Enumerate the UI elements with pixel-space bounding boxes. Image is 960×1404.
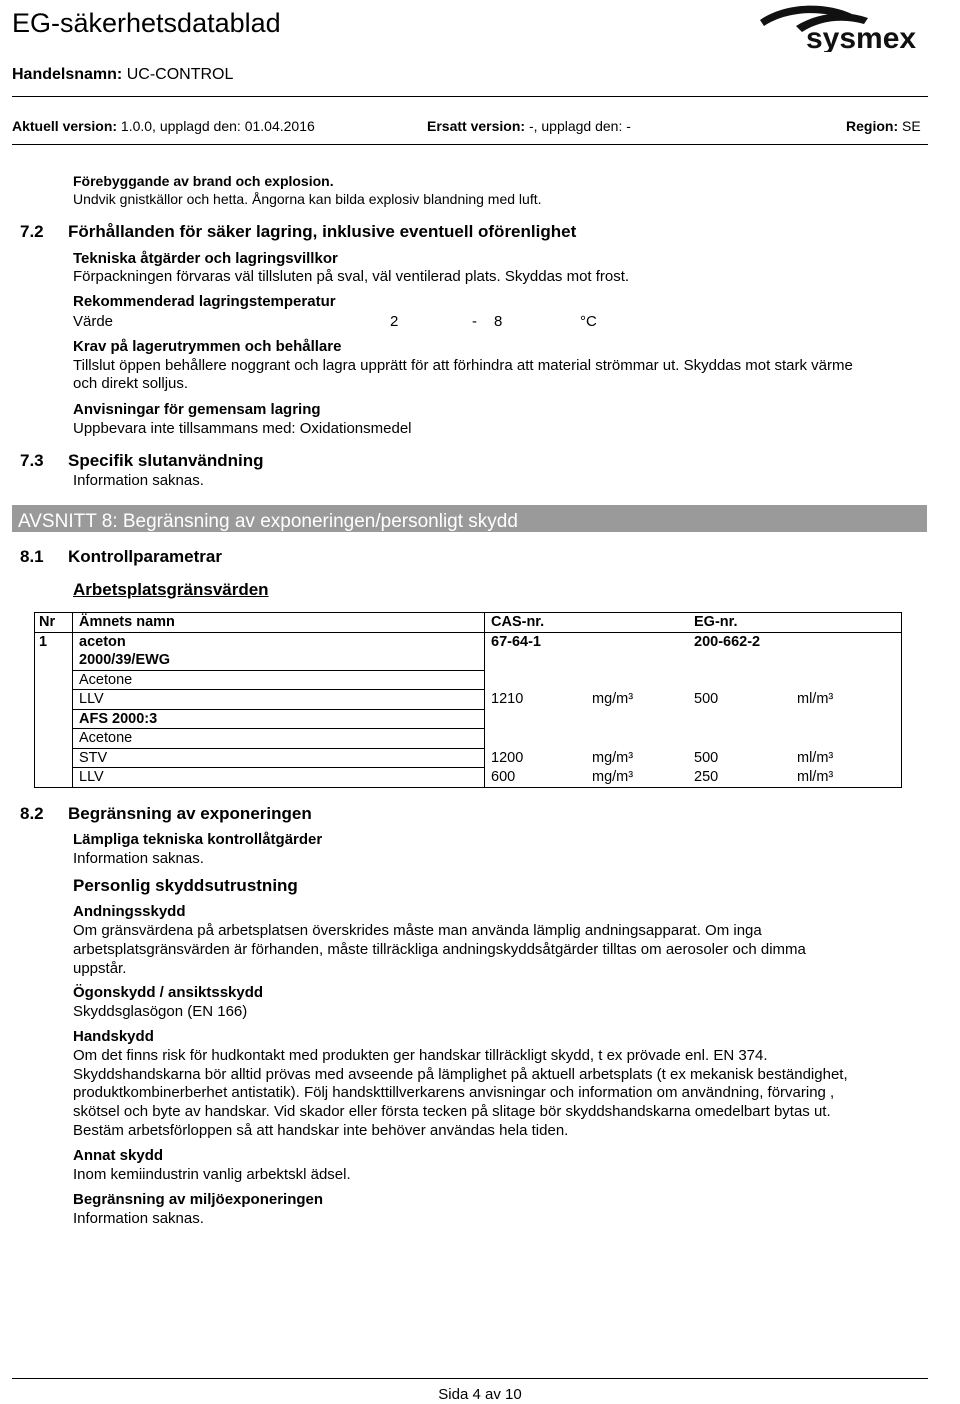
section-8-banner: AVSNITT 8: Begränsning av exponeringen/personligt skydd [12,505,927,532]
table-header-eg: EG-nr. [688,613,902,633]
exposure-limits-table [34,612,902,788]
table-row: Acetone [35,729,902,749]
joint-storage-heading: Anvisningar för gemensam lagring [73,401,321,418]
storage-temp-max: 8 [494,313,503,330]
controls-text: Information saknas. [73,850,204,867]
hand-protection-text-1: Om det finns risk för hudkontakt med produkten ger handskar tillräckligt skydd, t ex prövade enl. EN 374. [73,1047,768,1064]
eye-protection-text: Skyddsglasögon (EN 166) [73,1003,248,1020]
environment-heading: Begränsning av miljöexponeringen [73,1191,324,1208]
section-8-1-number: 8.1 [20,547,44,566]
table-row: 1 aceton 67-64-1 200-662-2 [35,632,902,651]
table-row [35,651,902,670]
directive-name: AFS 2000:3 [73,709,485,729]
header-rule-top [12,96,928,97]
table-header-nr: Nr [35,613,73,633]
storage-temp-label: Värde [73,313,114,330]
ppe-heading: Personlig skyddsutrustning [73,876,298,895]
respiratory-heading: Andningsskydd [73,903,186,920]
table-header-name: Ämnets namn [73,613,485,633]
section-7-3-title: Specifik slutanvändning [68,451,264,470]
footer-rule [12,1378,928,1379]
table-row [35,709,902,729]
substance-cas: 67-64-1 [491,633,541,650]
joint-storage-text: Uppbevara inte tillsammans med: Oxidationsmedel [73,420,412,437]
brand-wordmark: sysmex [806,22,917,52]
section-8-1-title: Kontrollparametrar [68,547,222,566]
table-row: Acetone [35,670,902,690]
section-8-2-number: 8.2 [20,804,44,823]
fire-prevention-heading: Förebyggande av brand och explosion. [73,173,334,189]
respiratory-text-3: uppstår. [73,960,127,977]
page-number: Sida 4 av 10 [438,1386,522,1403]
workplace-limits-heading: Arbetsplatsgränsvärden [73,580,269,599]
controls-heading: Lämpliga tekniska kontrollåtgärder [73,831,323,848]
tech-measures-text: Förpackningen förvaras väl tillsluten på sval, väl ventilerad plats. Skyddas mot frost. [73,268,630,285]
table-header-row [35,613,902,633]
section-7-3-text: Information saknas. [73,472,204,489]
eye-protection-heading: Ögonskydd / ansiktsskydd [73,984,264,1001]
current-version: Aktuell version: 1.0.0, upplagd den: 01.04.2016 [12,118,315,134]
hand-protection-text-5: Bestäm arbetsförloppen så att handskar inte behöver användas hela tiden. [73,1122,569,1139]
section-7-2-number: 7.2 [20,222,44,241]
storage-temp-unit: °C [580,313,597,330]
section-7-3-number: 7.3 [20,451,44,470]
respiratory-text-2: arbetsplatsgränsvärden är förhanden, måste tillräckliga andningskyddsåtgärder tilltas om aerosoler och dimma [73,941,806,958]
hand-protection-text-2: Skyddshandskarna bör alltid prövas med avseende på lämplighet på aktuell arbetsplats (t ex mekanisk beständighet, [73,1066,848,1083]
other-protection-heading: Annat skydd [73,1147,164,1164]
directive-name: 2000/39/EWG [73,651,485,670]
substance-eg: 200-662-2 [694,633,761,650]
table-header-cas: CAS-nr. [485,613,689,633]
container-requirements-text-1: Tillslut öppen behållere noggrant och lagra upprätt för att förhindra att material strömmar ut. Skyddas mot stark värme [73,357,853,374]
replaced-version: Ersatt version: -, upplagd den: - [427,118,631,134]
header-rule-bottom [12,144,928,145]
environment-text: Information saknas. [73,1210,204,1227]
table-row: STV 1200 mg/m³ 500 ml/m³ [35,748,902,768]
other-protection-text: Inom kemiindustrin vanlig arbektskl ädsel. [73,1166,351,1183]
hand-protection-text-3: produktkombinerberhet antistatik). Följ handskttillverkarens anvisningar och information om användning, förvaring , [73,1084,835,1101]
substance-name: aceton [73,632,485,651]
trade-name: Handelsnamn: UC-CONTROL [12,66,234,83]
storage-temp-heading: Rekommenderad lagringstemperatur [73,293,336,310]
tech-measures-heading: Tekniska åtgärder och lagringsvillkor [73,250,338,267]
container-requirements-text-2: och direkt solljus. [73,375,189,392]
storage-temp-dash: - [472,313,477,330]
hand-protection-text-4: skötsel och byte av handskar. Vid skador eller första tecken på slitage bör skyddshandskarna omedelbart bytas ut. [73,1103,831,1120]
region: Region: SE [846,118,921,134]
hand-protection-heading: Handskydd [73,1028,154,1045]
sysmex-logo [756,0,926,52]
section-7-2-title: Förhållanden för säker lagring, inklusive eventuell oförenlighet [68,222,577,241]
container-requirements-heading: Krav på lagerutrymmen och behållare [73,338,342,355]
section-8-2-title: Begränsning av exponeringen [68,804,312,823]
table-row: LLV 1210 mg/m³ 500 ml/m³ [35,690,902,710]
respiratory-text-1: Om gränsvärdena på arbetsplatsen överskrides måste man använda lämplig andningsapparat. Om inga [73,922,762,939]
table-row: LLV 600 mg/m³ 250 ml/m³ [35,768,902,788]
fire-prevention-text: Undvik gnistkällor och hetta. Ångorna kan bilda explosiv blandning med luft. [73,191,542,207]
document-title: EG-säkerhetsdatablad [12,8,281,38]
storage-temp-min: 2 [390,313,399,330]
